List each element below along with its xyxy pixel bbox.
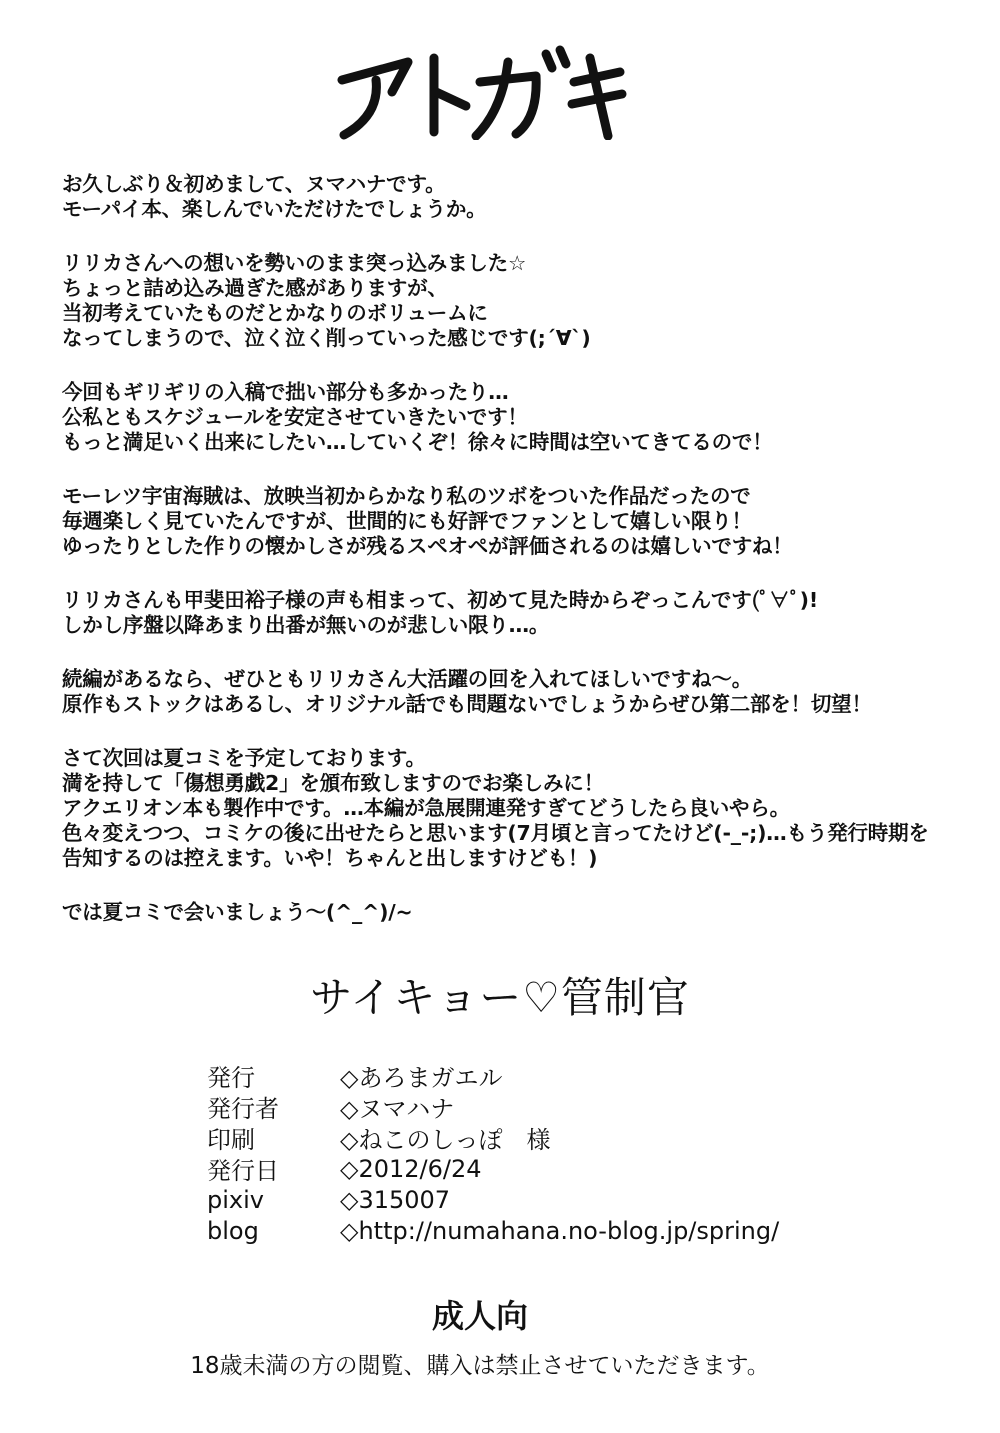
text-line: もっと満足いく出来にしたい…していくぞ！徐々に時間は空いてきてるので！ <box>62 430 773 454</box>
colophon-row-pixiv <box>207 1184 779 1215</box>
text-line: なってしまうので、泣く泣く削っていった感じです(;´∀`) <box>62 326 591 350</box>
afterword-message <box>62 172 982 954</box>
text-line: 続編があるなら、ぜひともリリカさん大活躍の回を入れてほしいですね～。 <box>62 667 752 691</box>
colophon-label: 印刷 <box>207 1126 255 1154</box>
colophon-value: ◇あろまガエル <box>340 1064 503 1092</box>
colophon-value: ◇ヌマハナ <box>340 1095 455 1123</box>
text-line: リリカさんへの想いを勢いのまま突っ込みました☆ <box>62 251 527 275</box>
text-line: アクエリオン本も製作中です。…本編が急展開連発すぎてどうしたら良いやら。 <box>62 796 790 820</box>
text-line: お久しぶり＆初めまして、ヌマハナです。 <box>62 172 446 196</box>
afterword-title <box>330 40 630 140</box>
paragraph <box>62 588 982 638</box>
colophon <box>207 1060 779 1246</box>
handwritten-title-lettering <box>330 40 630 140</box>
colophon-row-author <box>207 1091 779 1122</box>
text-line: ゆったりとした作りの懐かしさが残るスペオペが評価されるのは嬉しいですね！ <box>62 534 793 558</box>
paragraph <box>62 484 982 559</box>
colophon-value: ◇315007 <box>340 1185 451 1214</box>
colophon-row-publisher <box>207 1060 779 1091</box>
colophon-row-blog <box>207 1215 779 1246</box>
text-line: 満を持して「傷想勇戯2」を頒布致しますのでお楽しみに！ <box>62 771 604 795</box>
paragraph <box>62 667 982 717</box>
text-line: 告知するのは控えます。いや！ちゃんと出しますけども！) <box>62 846 598 870</box>
text-line: では夏コミで会いましょう～(^_^)/~ <box>62 900 413 924</box>
paragraph <box>62 251 982 351</box>
text-line: リリカさんも甲斐田裕子様の声も相まって、初めて見た時からぞっこんです(ﾟ∀ﾟ)! <box>62 588 818 612</box>
text-line: しかし序盤以降あまり出番が無いのが悲しい限り…。 <box>62 613 550 637</box>
text-line: 毎週楽しく見ていたんですが、世間的にも好評でファンとして嬉しい限り！ <box>62 509 752 533</box>
age-restriction-notice: 18歳未満の方の閲覧、購入は禁止させていただきます。 <box>190 1353 770 1379</box>
book-title: サイキョー♡管制官 <box>310 973 690 1022</box>
colophon-label: pixiv <box>207 1185 264 1214</box>
colophon-label: 発行 <box>207 1064 255 1092</box>
colophon-row-date <box>207 1153 779 1184</box>
text-line: 公私ともスケジュールを安定させていきたいです！ <box>62 405 528 429</box>
colophon-label: 発行日 <box>207 1157 279 1185</box>
text-line: モーレツ宇宙海賊は、放映当初からかなり私のツボをついた作品だったので <box>62 484 751 508</box>
paragraph <box>62 380 982 455</box>
paragraph <box>62 172 982 222</box>
text-line: 色々変えつつ、コミケの後に出せたらと思います(7月頃と言ってたけど(-_-;)…もう発行時期を <box>62 821 929 845</box>
paragraph <box>62 746 982 871</box>
colophon-row-printer <box>207 1122 779 1153</box>
text-line: ちょっと詰め込み過ぎた感がありますが、 <box>62 276 448 300</box>
text-line: モーパイ本、楽しんでいただけたでしょうか。 <box>62 197 487 221</box>
colophon-value: ◇ねこのしっぽ 様 <box>340 1126 551 1154</box>
text-line: 原作もストックはあるし、オリジナル話でも問題ないでしょうからぜひ第二部を！切望！ <box>62 692 872 716</box>
colophon-value: ◇http://numahana.no-blog.jp/spring/ <box>340 1216 780 1245</box>
text-line: 今回もギリギリの入稿で拙い部分も多かったり… <box>62 380 509 404</box>
colophon-label: blog <box>207 1216 259 1245</box>
colophon-label: 発行者 <box>207 1095 279 1123</box>
colophon-value: ◇2012/6/24 <box>340 1154 482 1183</box>
text-line: 当初考えていたものだとかなりのボリュームに <box>62 301 488 325</box>
paragraph <box>62 900 982 925</box>
text-line: さて次回は夏コミを予定しております。 <box>62 746 426 770</box>
adult-content-heading: 成人向 <box>431 1297 528 1335</box>
